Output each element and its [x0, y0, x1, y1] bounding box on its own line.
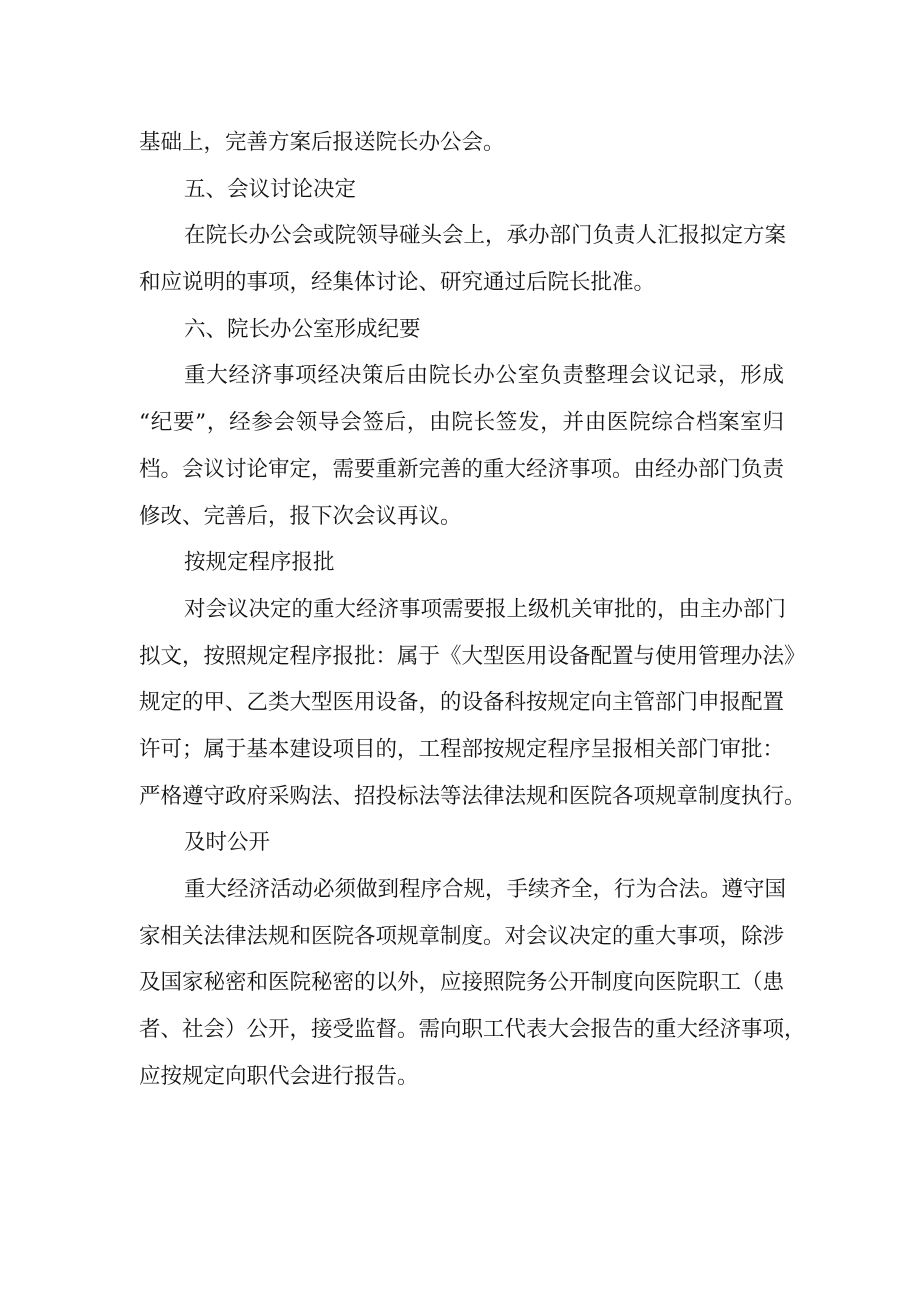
- paragraph-line: 和应说明的事项，经集体讨论、研究通过后院长批准。: [139, 270, 656, 296]
- paragraph-line: 修改、完善后，报下次会议再议。: [139, 503, 462, 529]
- paragraph-line: 者、社会）公开，接受监督。需向职工代表大会报告的重大经济事项，: [139, 1017, 806, 1043]
- paragraph-line: 及国家秘密和医院秘密的以外，应接照院务公开制度向医院职工（患: [139, 970, 785, 996]
- section-heading: [139, 307, 784, 354]
- heading-text: 及时公开: [184, 830, 271, 856]
- body-paragraph: [139, 353, 784, 540]
- paragraph-line: 家相关法律法规和医院各项规章制度。对会议决定的重大事项，除涉: [139, 923, 785, 949]
- section-heading: [139, 167, 784, 214]
- heading-text: 按规定程序报批: [184, 550, 335, 576]
- document-body: [139, 120, 806, 1100]
- paragraph-line: “纪要”，经参会领导会签后，由院长签发，并由医院综合档案室归: [139, 410, 784, 436]
- paragraph-line: 在院长办公会或院领导碰头会上，承办部门负责人汇报拟定方案: [184, 223, 787, 249]
- paragraph-line: 对会议决定的重大经济事项需要报上级机关审批的，由主办部门: [184, 596, 787, 622]
- paragraph-line: 规定的甲、乙类大型医用设备，的设备科按规定向主管部门申报配置: [139, 690, 785, 716]
- paragraph-line: 拟文，按照规定程序报批：属于《大型医用设备配置与使用管理办法》: [139, 643, 806, 669]
- paragraph-line: 应按规定向职代会进行报告。: [139, 1063, 419, 1089]
- body-paragraph: [139, 587, 806, 820]
- section-heading: [139, 540, 784, 587]
- paragraph-line: 重大经济活动必须做到程序合规，手续齐全，行为合法。遵守国: [184, 877, 787, 902]
- paragraph-line: 严格遵守政府采购法、招投标法等法律法规和医院各项规章制度执行。: [139, 783, 806, 809]
- paragraph-line: 基础上，完善方案后报送院长办公会。: [139, 130, 505, 155]
- heading-text: 五、会议讨论决定: [184, 176, 357, 202]
- paragraph-line: 重大经济事项经决策后由院长办公室负责整理会议记录，形成: [184, 363, 784, 389]
- body-paragraph: [139, 213, 787, 306]
- body-paragraph: [139, 120, 784, 167]
- section-heading: [139, 820, 784, 867]
- paragraph-line: 许可；属于基本建设项目的，工程部按规定程序呈报相关部门审批：: [139, 736, 785, 762]
- heading-text: 六、院长办公室形成纪要: [184, 316, 421, 342]
- paragraph-line: 档。会议讨论审定，需要重新完善的重大经济事项。由经办部门负责: [139, 456, 785, 482]
- body-paragraph: [139, 867, 806, 1100]
